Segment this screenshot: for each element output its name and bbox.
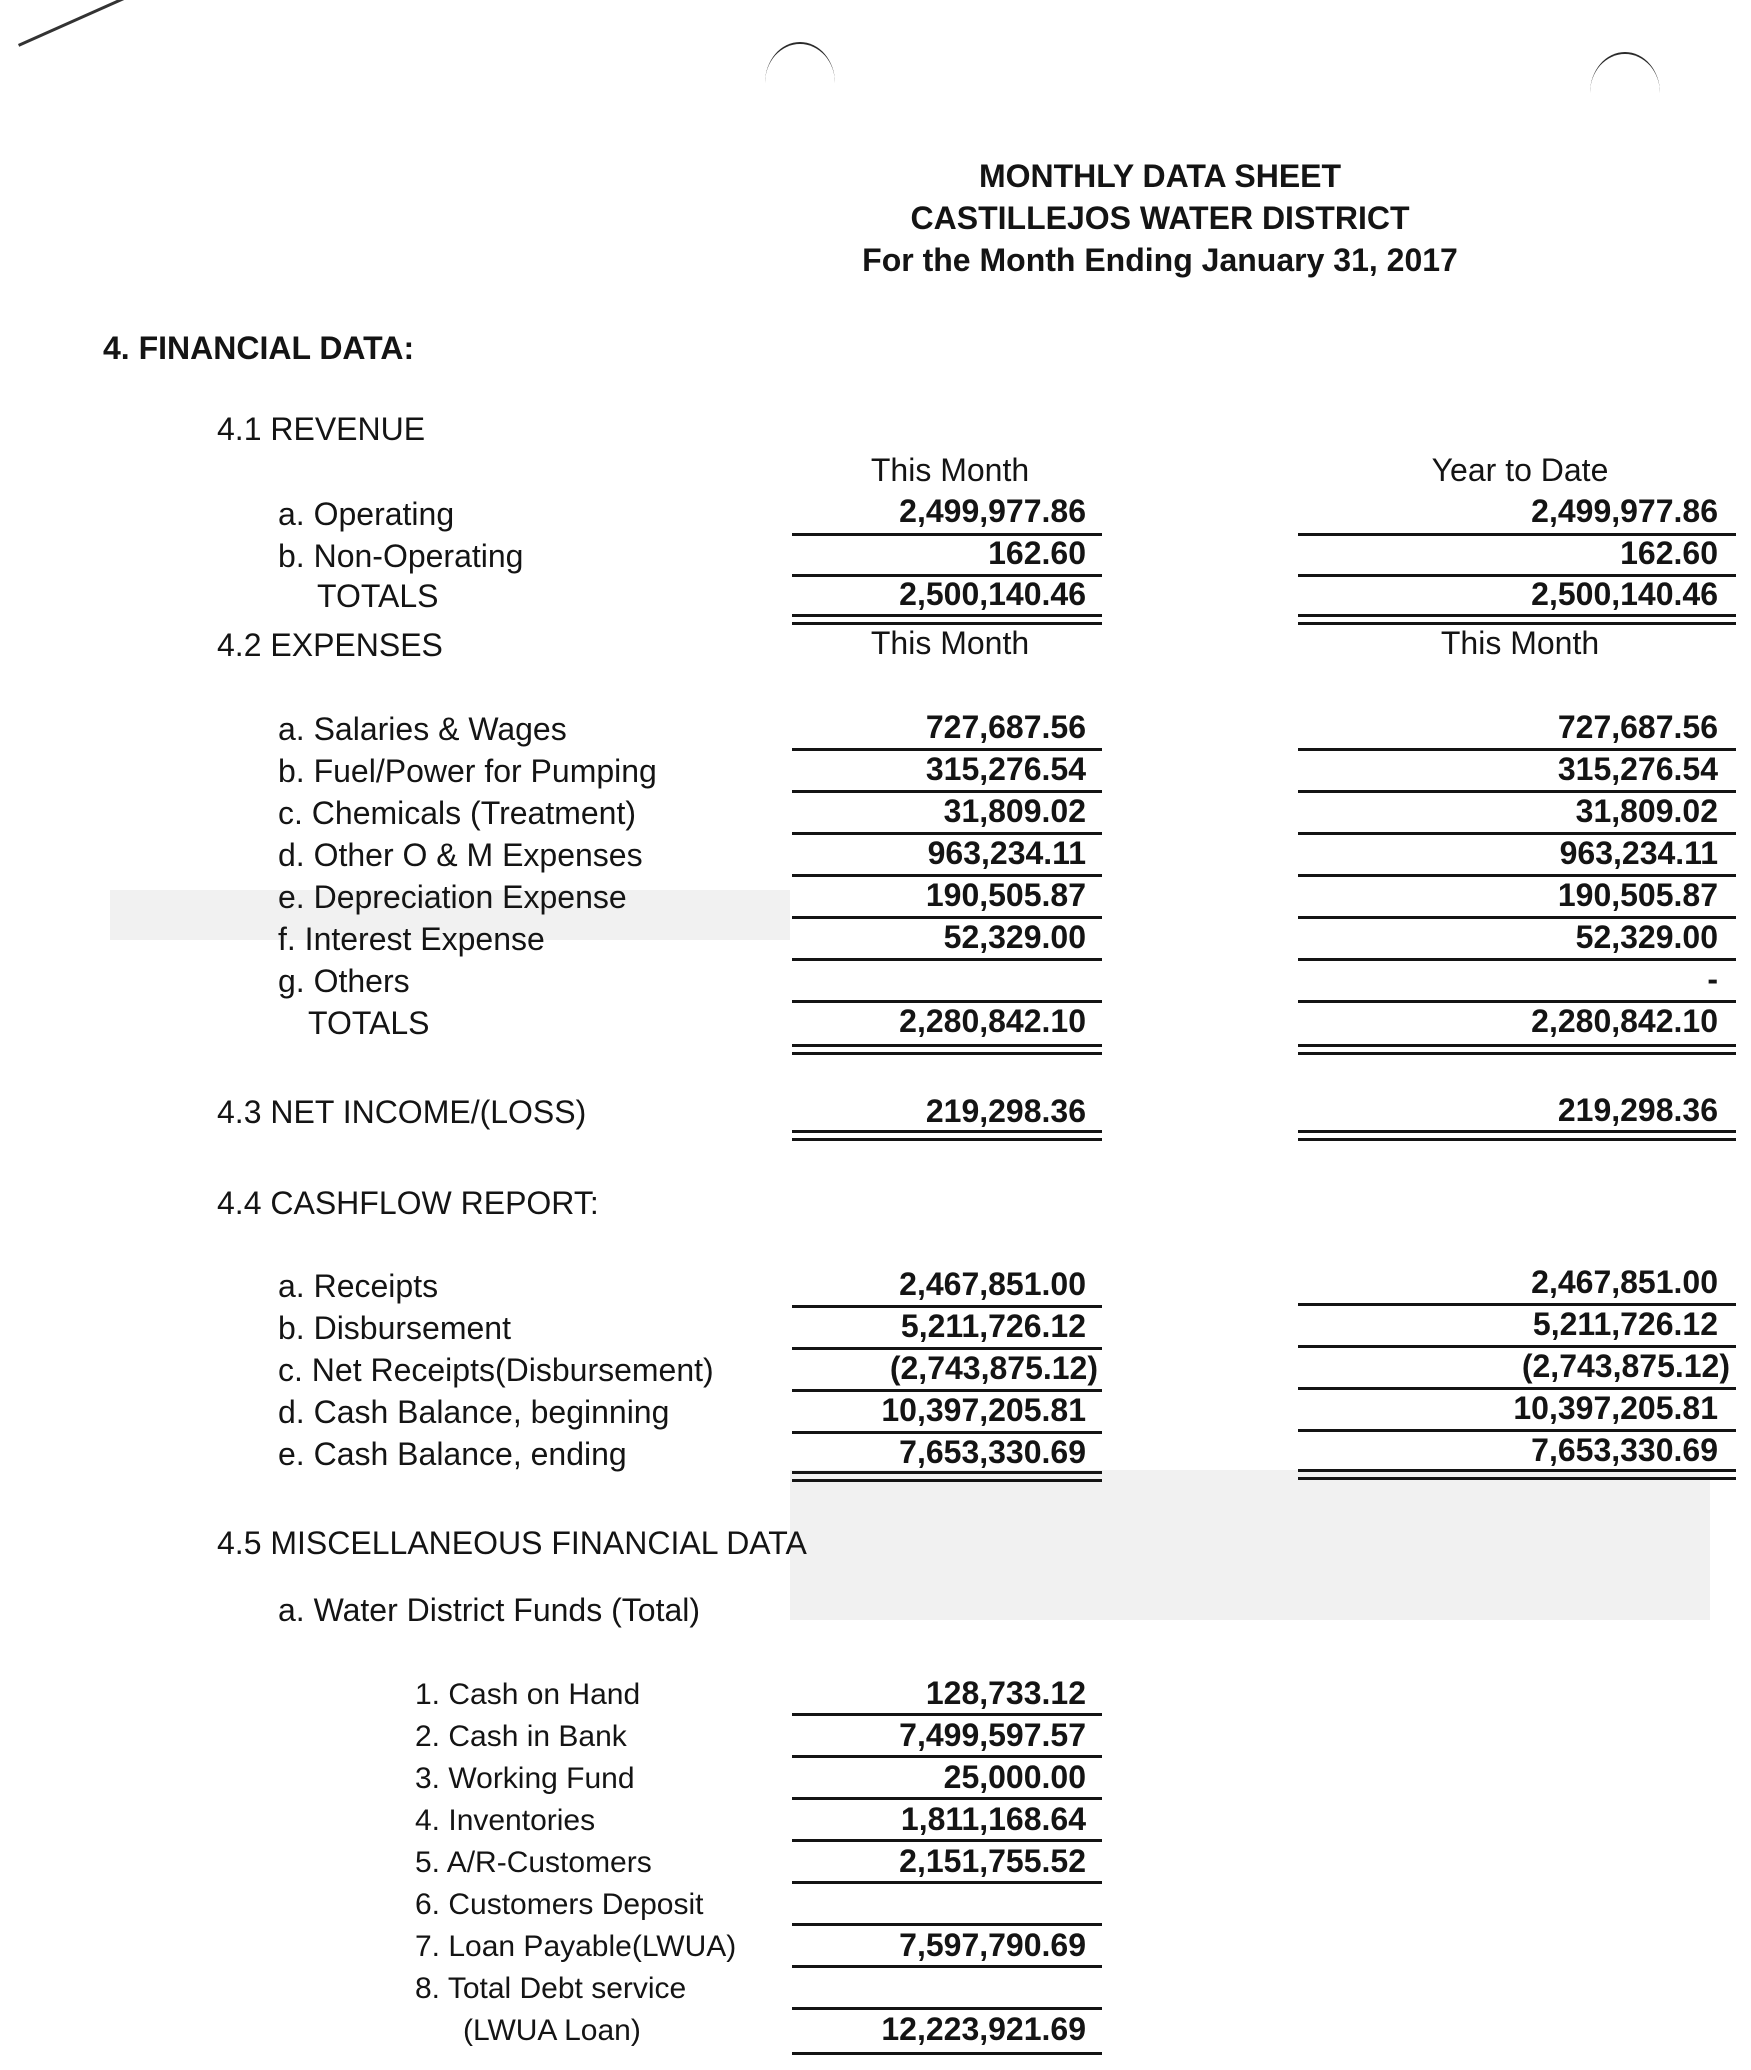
fund-item-label: 2. Cash in Bank	[415, 1720, 627, 1753]
double-rule	[792, 1471, 1102, 1482]
cashflow-heading: 4.4 CASHFLOW REPORT:	[217, 1185, 599, 1221]
punch-hole	[1590, 52, 1660, 134]
expenses-totals-this-month: 2,280,842.10	[899, 1003, 1086, 1039]
cashflow-ytd: (2,743,875.12)	[1521, 1348, 1730, 1384]
fund-item-label: 8. Total Debt service	[415, 1972, 687, 2005]
cashflow-this-month: 5,211,726.12	[900, 1308, 1086, 1344]
expense-this-month: 31,809.02	[943, 793, 1086, 829]
revenue-nonoperating-label: b. Non-Operating	[278, 538, 524, 574]
rule	[792, 1839, 1102, 1842]
rule	[792, 1713, 1102, 1716]
expenses-totals-ytd: 2,280,842.10	[1531, 1003, 1718, 1039]
double-rule	[792, 1130, 1102, 1141]
revenue-heading: 4.1 REVENUE	[217, 411, 426, 447]
revenue-totals-ytd: 2,500,140.46	[1531, 576, 1718, 612]
col-this-month: This Month	[870, 452, 1030, 488]
fund-item-value: 128,733.12	[925, 1675, 1086, 1711]
expenses-totals-label: TOTALS	[308, 1005, 430, 1041]
expense-this-month: 727,687.56	[925, 709, 1086, 745]
fund-item-value: 2,151,755.52	[899, 1843, 1086, 1879]
expense-label: c. Chemicals (Treatment)	[278, 795, 636, 831]
fund-item-label: (LWUA Loan)	[463, 2014, 641, 2047]
net-income-label: 4.3 NET INCOME/(LOSS)	[217, 1094, 587, 1130]
expense-this-month: 190,505.87	[925, 877, 1086, 913]
fund-item-label: 6. Customers Deposit	[415, 1888, 704, 1921]
cashflow-label: e. Cash Balance, ending	[278, 1436, 627, 1472]
double-rule	[1298, 1130, 1736, 1141]
expense-label: b. Fuel/Power for Pumping	[278, 753, 657, 789]
expense-ytd: 963,234.11	[1559, 835, 1718, 871]
punch-hole	[765, 42, 835, 124]
rule	[792, 958, 1102, 961]
revenue-totals-label: TOTALS	[317, 578, 439, 614]
revenue-nonoperating-ytd: 162.60	[1620, 535, 1718, 571]
bleed-through-shade	[790, 1470, 1710, 1620]
expense-label: a. Salaries & Wages	[278, 711, 567, 747]
cashflow-label: b. Disbursement	[278, 1310, 511, 1346]
cashflow-label: d. Cash Balance, beginning	[278, 1394, 670, 1430]
rule	[792, 1797, 1102, 1800]
page-title: MONTHLY DATA SHEET	[978, 158, 1342, 194]
col-year-to-date: Year to Date	[1431, 452, 1609, 488]
revenue-nonoperating-this-month: 162.60	[988, 535, 1086, 571]
double-rule	[1298, 1044, 1736, 1055]
col-this-month: This Month	[870, 625, 1030, 661]
net-income-ytd: 219,298.36	[1557, 1092, 1718, 1128]
cashflow-this-month: 10,397,205.81	[881, 1392, 1086, 1428]
cashflow-this-month: 7,653,330.69	[899, 1434, 1086, 1470]
section-title: 4. FINANCIAL DATA:	[103, 330, 415, 366]
fund-item-label: 1. Cash on Hand	[415, 1678, 641, 1711]
cashflow-ytd: 2,467,851.00	[1531, 1264, 1718, 1300]
expense-ytd: 190,505.87	[1557, 877, 1718, 913]
double-rule	[1298, 614, 1736, 625]
fund-item-label: 4. Inventories	[415, 1804, 596, 1837]
revenue-operating-ytd: 2,499,977.86	[1531, 493, 1718, 529]
report-period: For the Month Ending January 31, 2017	[862, 242, 1458, 278]
fund-item-label: 7. Loan Payable(LWUA)	[415, 1930, 737, 1963]
expense-this-month: 963,234.11	[927, 835, 1086, 871]
district-name: CASTILLEJOS WATER DISTRICT	[910, 200, 1410, 236]
rule	[792, 1965, 1102, 1968]
misc-subheading: a. Water District Funds (Total)	[278, 1592, 701, 1628]
expense-label: e. Depreciation Expense	[278, 879, 627, 915]
col-this-month-right: This Month	[1440, 625, 1600, 661]
cashflow-ytd: 10,397,205.81	[1513, 1390, 1718, 1426]
revenue-totals-this-month: 2,500,140.46	[899, 576, 1086, 612]
expense-label: d. Other O & M Expenses	[278, 837, 643, 873]
expense-label: f. Interest Expense	[278, 921, 545, 957]
fund-item-value: 1,811,168.64	[900, 1801, 1086, 1837]
cashflow-this-month: 2,467,851.00	[899, 1266, 1086, 1302]
cashflow-label: a. Receipts	[278, 1268, 439, 1304]
revenue-operating-label: a. Operating	[278, 496, 455, 532]
rule	[792, 2052, 1102, 2055]
rule	[792, 2007, 1102, 2010]
expense-this-month: 52,329.00	[943, 919, 1086, 955]
fund-item-value: 25,000.00	[943, 1759, 1086, 1795]
fund-item-value: 7,597,790.69	[899, 1927, 1086, 1963]
expense-ytd: -	[1707, 961, 1718, 997]
expense-this-month: 315,276.54	[925, 751, 1086, 787]
pen-mark	[18, 0, 147, 47]
cashflow-this-month: (2,743,875.12)	[889, 1350, 1098, 1386]
rule	[792, 1755, 1102, 1758]
double-rule	[792, 1044, 1102, 1055]
fund-item-label: 5. A/R-Customers	[415, 1846, 652, 1879]
misc-heading: 4.5 MISCELLANEOUS FINANCIAL DATA	[217, 1525, 807, 1561]
fund-item-value: 12,223,921.69	[881, 2011, 1086, 2047]
cashflow-label: c. Net Receipts(Disbursement)	[278, 1352, 714, 1388]
fund-item-value: 7,499,597.57	[899, 1717, 1086, 1753]
expense-label: g. Others	[278, 963, 410, 999]
rule	[792, 1923, 1102, 1926]
cashflow-ytd: 5,211,726.12	[1532, 1306, 1718, 1342]
revenue-operating-this-month: 2,499,977.86	[899, 493, 1086, 529]
expense-ytd: 727,687.56	[1557, 709, 1718, 745]
rule	[792, 1881, 1102, 1884]
cashflow-ytd: 7,653,330.69	[1531, 1432, 1718, 1468]
net-income-this-month: 219,298.36	[925, 1093, 1086, 1129]
expense-ytd: 52,329.00	[1575, 919, 1718, 955]
expenses-heading: 4.2 EXPENSES	[217, 627, 443, 663]
expense-ytd: 31,809.02	[1575, 793, 1718, 829]
fund-item-label: 3. Working Fund	[415, 1762, 635, 1795]
double-rule	[1298, 1469, 1736, 1480]
expense-ytd: 315,276.54	[1557, 751, 1718, 787]
double-rule	[792, 614, 1102, 625]
